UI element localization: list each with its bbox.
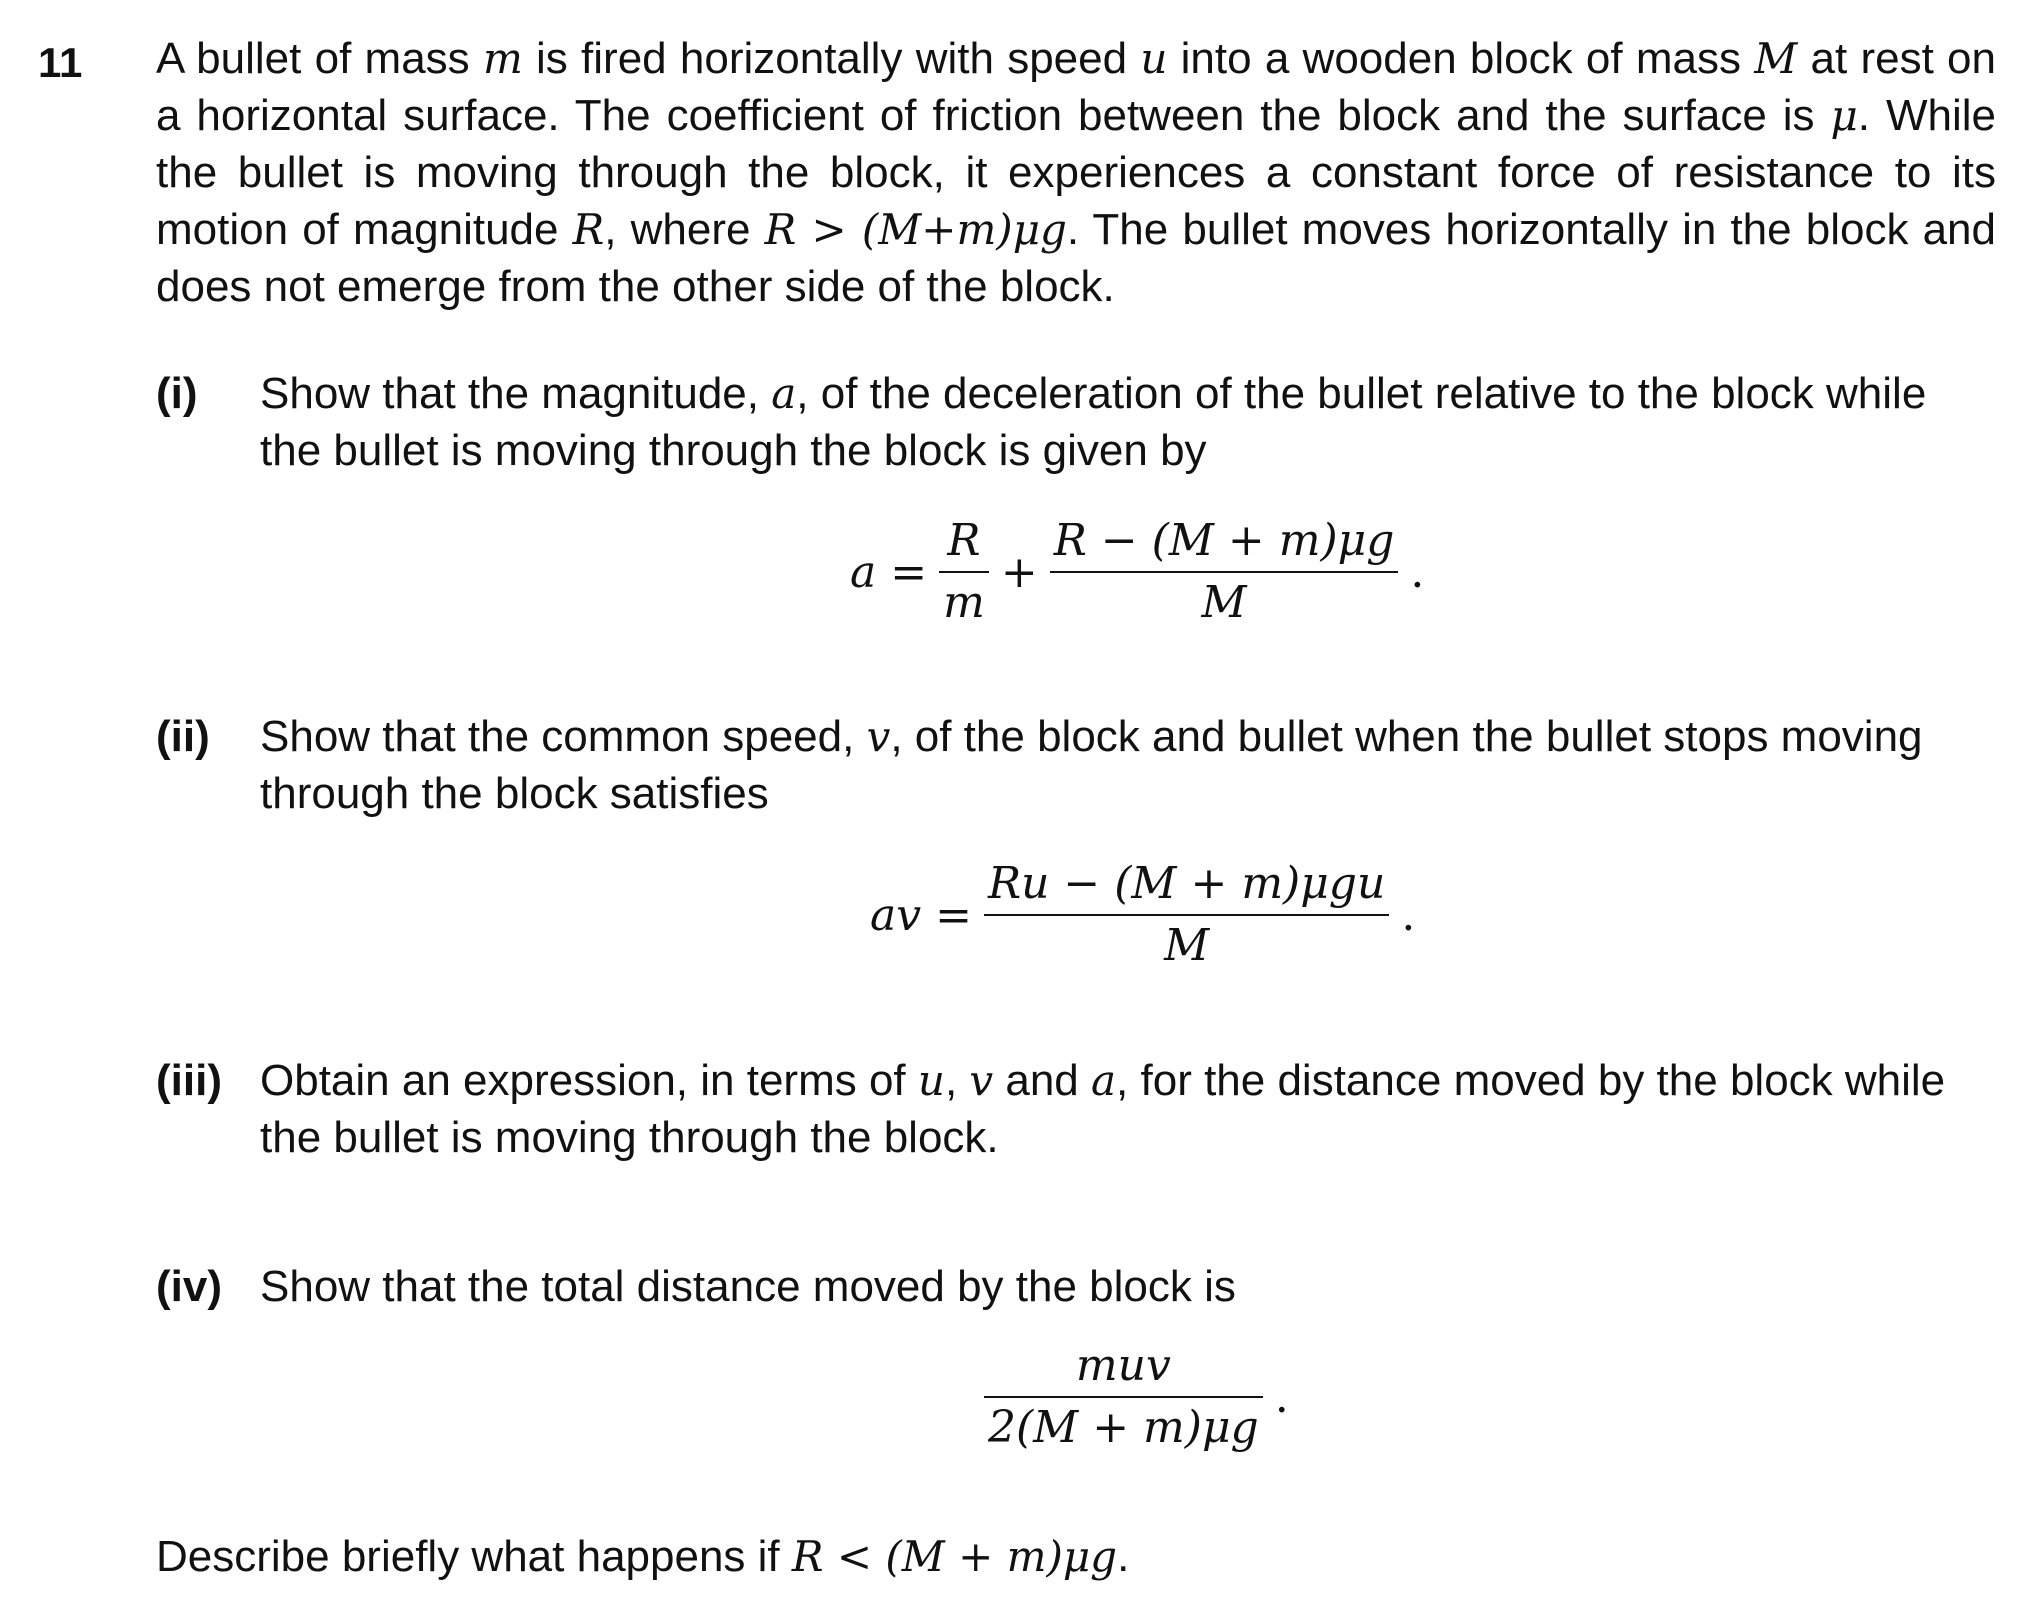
- math-symbol: m: [482, 34, 523, 83]
- math-symbol: a: [771, 369, 797, 418]
- fraction-numerator: R − (M + m)μg: [1053, 515, 1395, 566]
- part-text-iii: [260, 1052, 1995, 1166]
- equation-lhs: a =: [850, 546, 928, 598]
- math-inequality: R < (M + m)μg: [791, 1532, 1118, 1581]
- part-text: and: [993, 1056, 1091, 1105]
- describe-text: Describe briefly what happens if: [156, 1532, 792, 1581]
- plus-sign: +: [1000, 546, 1038, 598]
- fraction-denominator: 2(M + m)μg: [988, 1402, 1259, 1453]
- describe-prompt: [156, 1528, 1129, 1585]
- equation-period: .: [1274, 1371, 1289, 1423]
- fraction-total-distance: [984, 1340, 1263, 1454]
- fraction-denominator: m: [943, 577, 985, 628]
- intro-text: at rest on a horizontal surface. The coefficient of friction between the block and the surface is: [156, 34, 1996, 140]
- intro-text: A bullet of mass: [156, 34, 483, 83]
- describe-text: .: [1117, 1532, 1130, 1581]
- question-number: 11: [38, 39, 83, 86]
- fraction-numerator: muv: [1075, 1340, 1171, 1391]
- part-text: , of the block and bullet when the bullet stops moving through the block satisfies: [260, 712, 1923, 818]
- intro-text: , where: [604, 205, 765, 254]
- equation-deceleration: [850, 515, 1424, 629]
- part-label-i: (i): [156, 369, 198, 418]
- intro-text: . While the bullet is moving through the block, it experiences a constant force of resistance to its motion of magnitude: [156, 91, 1996, 254]
- fraction-common-speed: [984, 858, 1389, 972]
- fraction-friction: [1050, 515, 1399, 629]
- part-text-i: [260, 365, 1995, 479]
- question-intro: [156, 30, 1996, 315]
- math-symbol: v: [969, 1056, 994, 1105]
- part-text: Show that the magnitude,: [260, 369, 772, 418]
- part-text: Obtain an expression, in terms of: [260, 1056, 918, 1105]
- part-label-iv: (iv): [156, 1262, 222, 1311]
- part-text: , of the deceleration of the bullet relative to the block while the bullet is moving through the block is given by: [260, 369, 1927, 475]
- math-symbol: R: [572, 205, 605, 254]
- equation-lhs: av =: [870, 889, 972, 941]
- part-text-iv: Show that the total distance moved by the block is: [260, 1262, 1236, 1311]
- intro-text: . The bullet moves horizontally in the block and does not emerge from the other side of the block.: [156, 205, 1996, 311]
- equation-total-distance: [984, 1340, 1289, 1454]
- equation-period: .: [1401, 889, 1416, 941]
- part-text: , for the distance moved by the block while the bullet is moving through the block.: [260, 1056, 1946, 1162]
- math-symbol: u: [917, 1056, 945, 1105]
- math-symbol: μ: [1830, 91, 1858, 140]
- part-label-iii: (iii): [156, 1056, 222, 1105]
- intro-text: into a wooden block of mass: [1167, 34, 1755, 83]
- fraction-denominator: M: [1164, 920, 1210, 971]
- part-label-ii: (ii): [156, 712, 210, 761]
- math-inequality: R > (M+m)μg: [764, 205, 1067, 254]
- equation-common-speed: [870, 858, 1415, 972]
- math-symbol: u: [1140, 34, 1168, 83]
- math-symbol: v: [866, 712, 891, 761]
- fraction-r-over-m: [939, 515, 989, 629]
- fraction-numerator: R: [947, 515, 981, 566]
- fraction-denominator: M: [1201, 577, 1247, 628]
- fraction-numerator: Ru − (M + m)μgu: [987, 858, 1386, 909]
- part-text: Show that the common speed,: [260, 712, 867, 761]
- equation-period: .: [1410, 546, 1425, 598]
- part-text-ii: [260, 708, 1995, 822]
- math-symbol: M: [1754, 34, 1798, 83]
- part-text: ,: [944, 1056, 970, 1105]
- intro-text: is fired horizontally with speed: [522, 34, 1141, 83]
- math-symbol: a: [1091, 1056, 1117, 1105]
